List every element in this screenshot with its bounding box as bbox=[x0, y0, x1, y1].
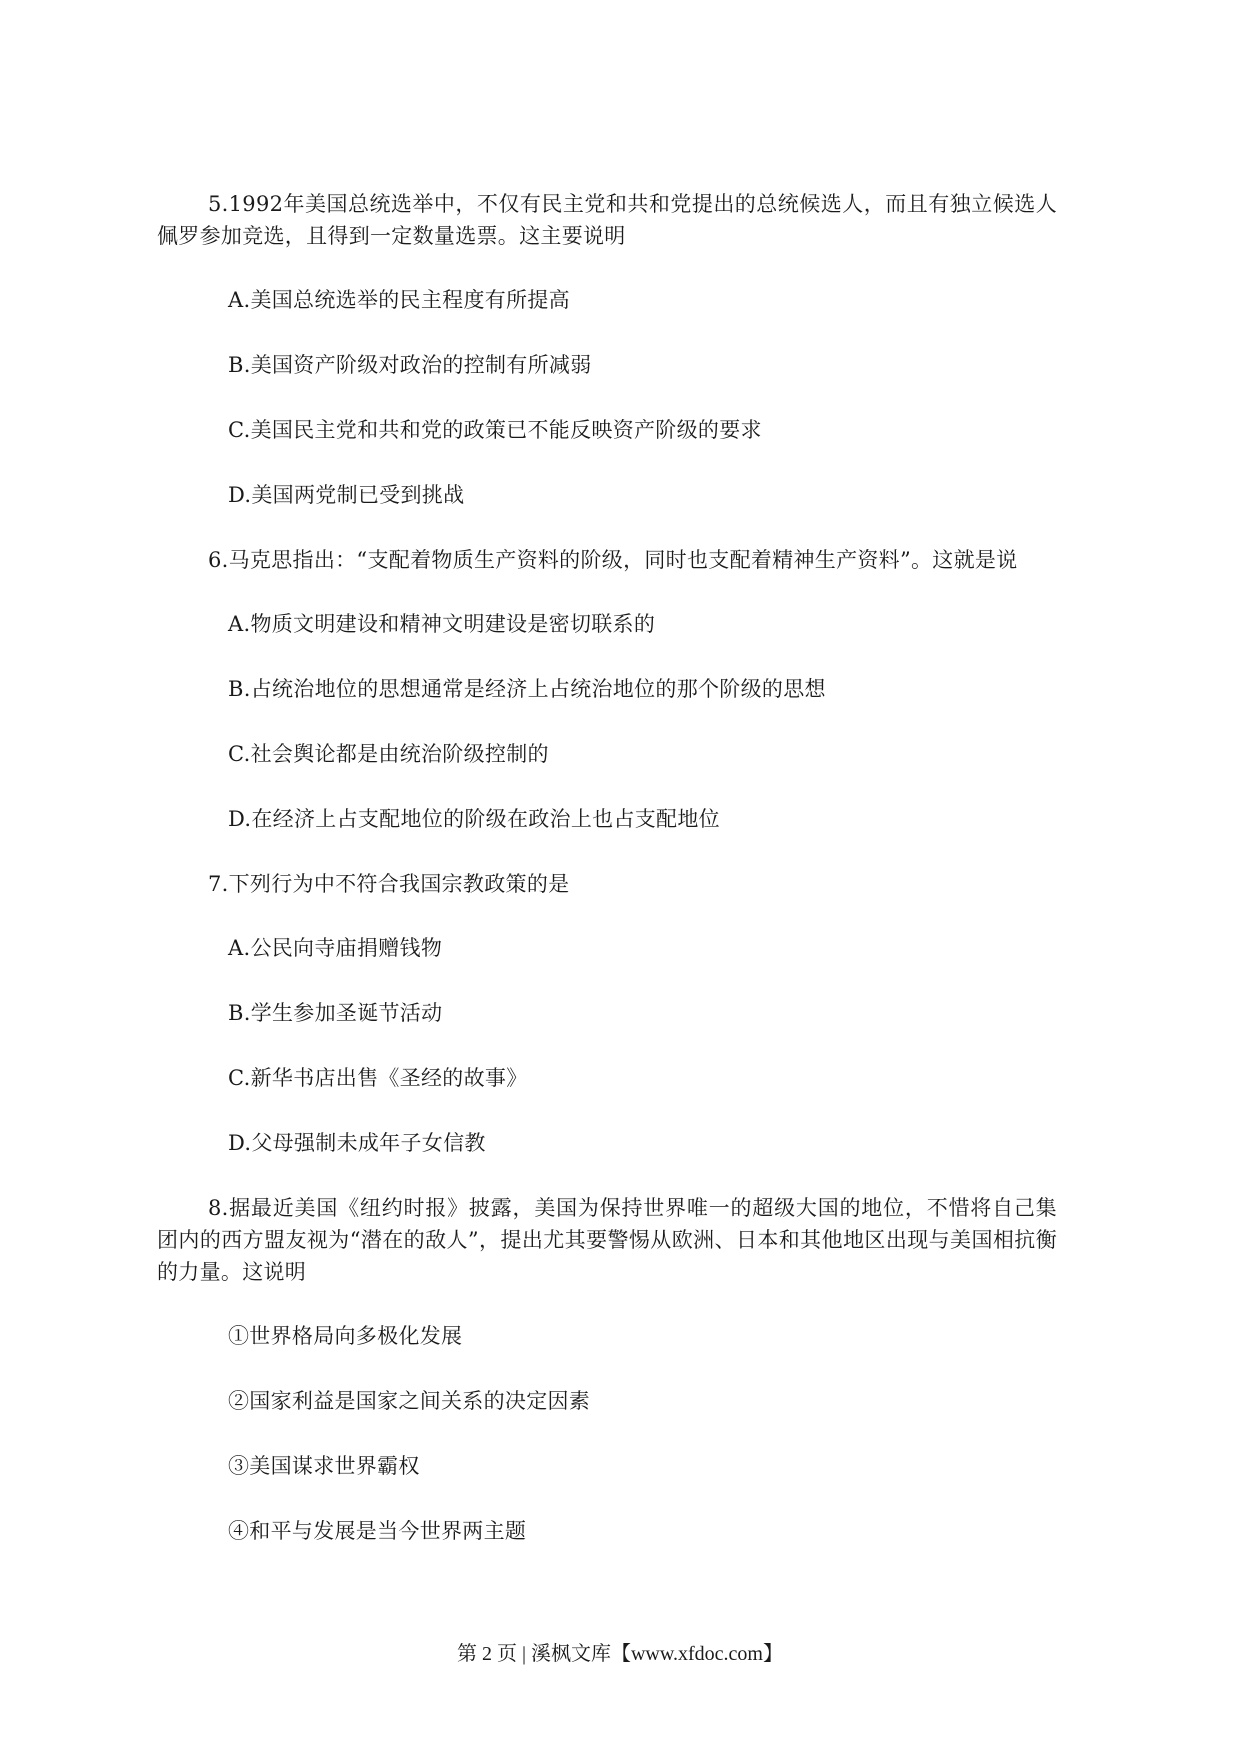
question-8-statement-4: ④和平与发展是当今世界两主题 bbox=[228, 1519, 527, 1543]
question-8-statement-2: ②国家利益是国家之间关系的决定因素 bbox=[228, 1389, 591, 1413]
question-7-option-b: B.学生参加圣诞节活动 bbox=[228, 1001, 443, 1025]
question-6-option-d: D.在经济上占支配地位的阶级在政治上也占支配地位 bbox=[228, 807, 720, 831]
question-6-option-a: A.物质文明建设和精神文明建设是密切联系的 bbox=[228, 612, 656, 636]
question-7-stem: 7.下列行为中不符合我国宗教政策的是 bbox=[208, 872, 570, 896]
page-content bbox=[157, 188, 1057, 1580]
question-8-statement-1: ①世界格局向多极化发展 bbox=[228, 1324, 463, 1348]
question-5-option-d: D.美国两党制已受到挑战 bbox=[228, 483, 465, 507]
question-8-statement-3: ③美国谋求世界霸权 bbox=[228, 1454, 420, 1478]
question-5-option-b: B.美国资产阶级对政治的控制有所减弱 bbox=[228, 353, 592, 377]
question-7-option-d: D.父母强制未成年子女信教 bbox=[228, 1131, 486, 1155]
question-6-stem: 6.马克思指出：“支配着物质生产资料的阶级，同时也支配着精神生产资料”。这就是说 bbox=[208, 548, 1018, 572]
question-5-stem: 5.1992年美国总统选举中，不仅有民主党和共和党提出的总统候选人，而且有独立候选人佩罗参加竞选，且得到一定数量选票。这主要说明 bbox=[157, 192, 1057, 248]
question-6-option-c: C.社会舆论都是由统治阶级控制的 bbox=[228, 742, 549, 766]
question-5-option-c: C.美国民主党和共和党的政策已不能反映资产阶级的要求 bbox=[228, 418, 762, 442]
question-6-option-b: B.占统治地位的思想通常是经济上占统治地位的那个阶级的思想 bbox=[228, 677, 826, 701]
page-footer: 第 2 页 | 溪枫文库【www.xfdoc.com】 bbox=[456, 1643, 783, 1665]
question-5-option-a: A.美国总统选举的民主程度有所提高 bbox=[228, 288, 570, 312]
question-8-stem: 8.据最近美国《纽约时报》披露，美国为保持世界唯一的超级大国的地位，不惜将自己集团内的西方盟友视为“潜在的敌人”，提出尤其要警惕从欧洲、日本和其他地区出现与美国相抗衡的力量。这说明 bbox=[157, 1196, 1057, 1284]
question-7-option-a: A.公民向寺庙捐赠钱物 bbox=[228, 936, 443, 960]
question-7-option-c: C.新华书店出售《圣经的故事》 bbox=[228, 1066, 528, 1090]
